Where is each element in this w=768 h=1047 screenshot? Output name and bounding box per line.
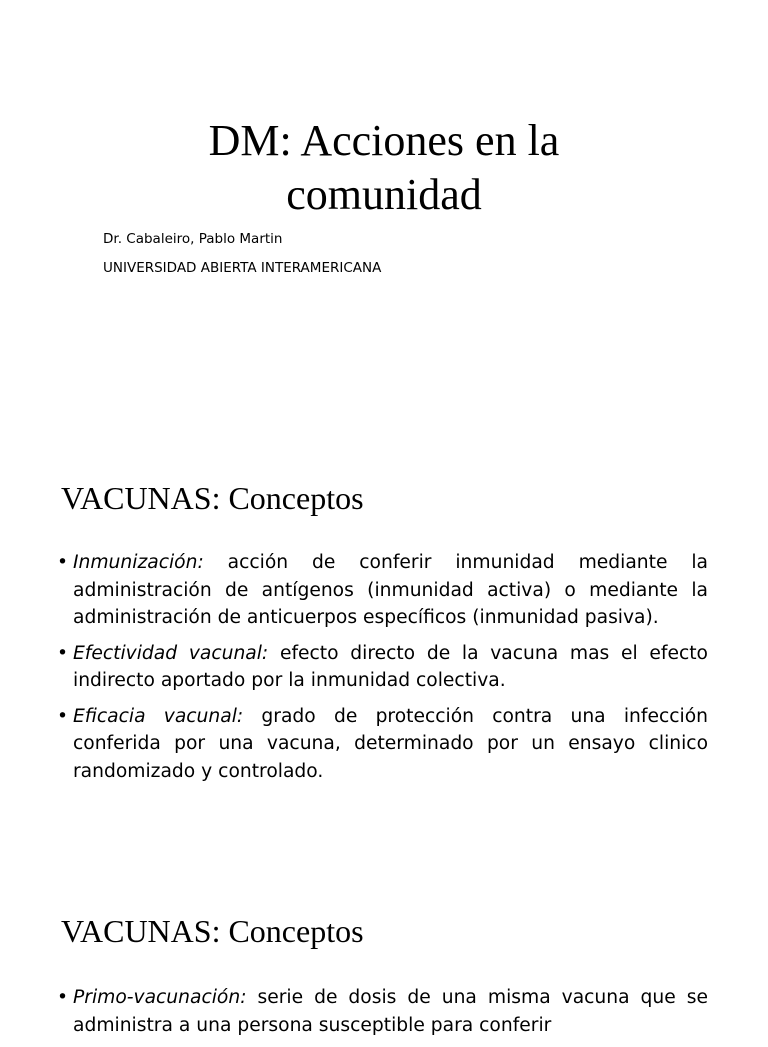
- bullet-term: Primo-vacunación:: [73, 987, 247, 1008]
- bullet-item: [73, 640, 708, 695]
- slide-3-heading: VACUNAS: Conceptos: [61, 913, 364, 949]
- slide-2-bullet-list: [73, 549, 708, 793]
- slide-3-bullet-list: [73, 984, 708, 1047]
- slide-title-line-2: comunidad: [286, 170, 482, 219]
- bullet-term: Inmunización:: [73, 552, 204, 573]
- slide-title: [0, 114, 768, 222]
- bullet-item: [73, 549, 708, 632]
- author-name: Dr. Cabaleiro, Pablo Martin: [103, 231, 283, 247]
- bullet-term: Efectividad vacunal:: [73, 642, 269, 664]
- bullet-text: serie de dosis de una misma vacuna que se administra a una persona susceptible para conferir: [73, 987, 708, 1036]
- title-slide: [0, 0, 768, 430]
- bullet-text: acción de conferir inmunidad mediante la administración de antígenos (inmunidad activa) o mediante la administración de anticuerpos específicos (inmunidad pasiva).: [73, 552, 708, 628]
- bullet-term: Eficacia vacunal:: [73, 705, 244, 727]
- bullet-text: efecto directo de la vacuna mas el efecto indirecto aportado por la inmunidad colectiva.: [73, 642, 708, 691]
- slide-title-line-1: DM: Acciones en la: [208, 116, 560, 165]
- slide-2-heading: VACUNAS: Conceptos: [61, 480, 364, 516]
- bullet-item: [73, 703, 708, 786]
- bullet-text: grado de protección contra una infección conferida por una vacuna, determinado por un ensayo clinico randomizado y controlado.: [73, 705, 708, 782]
- institution-name: UNIVERSIDAD ABIERTA INTERAMERICANA: [103, 260, 382, 276]
- bullet-item: [73, 984, 708, 1039]
